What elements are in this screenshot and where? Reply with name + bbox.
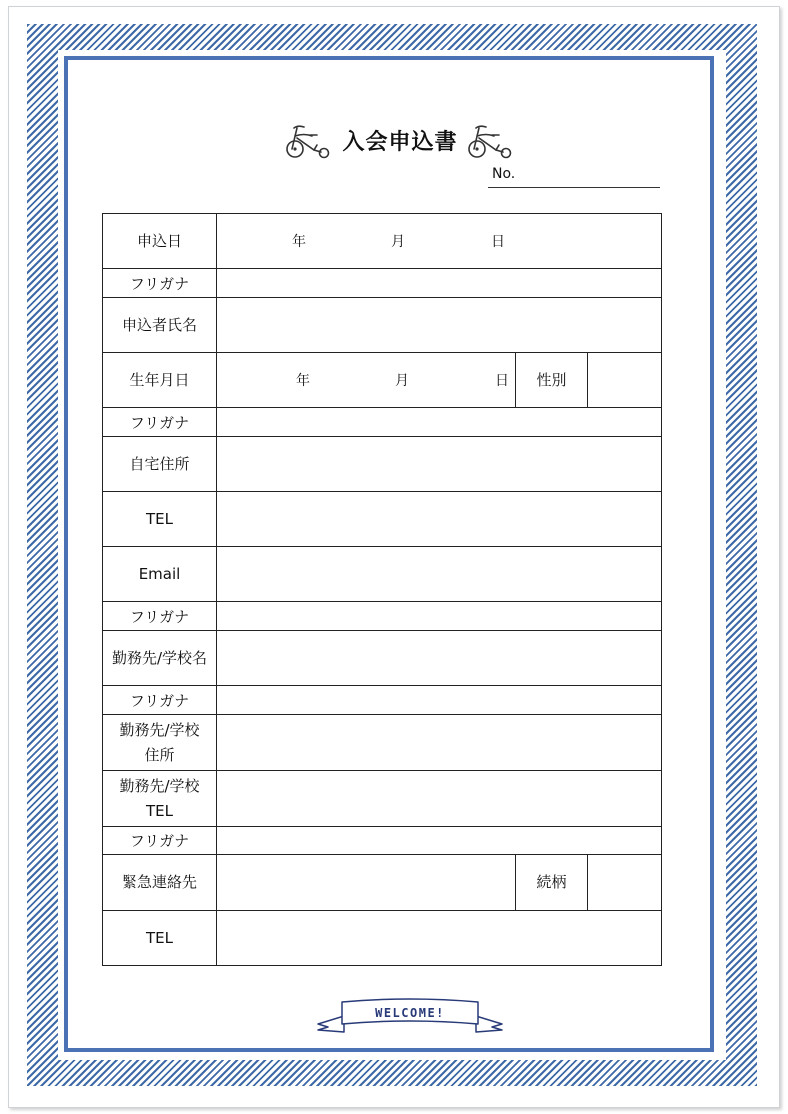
- emergency-contact-label: 緊急連絡先: [103, 855, 217, 911]
- address-furigana-field[interactable]: [217, 408, 662, 437]
- emergency-furigana-field[interactable]: [217, 827, 662, 855]
- emergency-tel-field[interactable]: [217, 911, 662, 966]
- workplace-tel-label-line1: 勤務先/学校: [119, 776, 200, 795]
- table-row: [103, 631, 662, 686]
- tricycle-icon: [284, 120, 334, 160]
- furigana-label: フリガナ: [103, 269, 217, 298]
- home-address-field[interactable]: [217, 437, 662, 492]
- gender-field[interactable]: [588, 353, 662, 408]
- table-row: [103, 602, 662, 631]
- year-label: 年: [296, 373, 310, 389]
- relationship-field[interactable]: [588, 855, 662, 911]
- tel-label: TEL: [103, 492, 217, 547]
- table-row: [103, 855, 662, 911]
- day-label: 日: [491, 234, 505, 250]
- welcome-banner: [314, 994, 506, 1042]
- table-row: [103, 214, 662, 269]
- table-row: [103, 492, 662, 547]
- table-row: [103, 686, 662, 715]
- table-row: [103, 547, 662, 602]
- page-title: 入会申込書: [342, 129, 458, 155]
- month-label: 月: [395, 373, 409, 389]
- birth-date-label: 生年月日: [103, 353, 217, 408]
- gender-label: 性別: [516, 353, 588, 408]
- table-row: [103, 353, 662, 408]
- applicant-name-label: 申込者氏名: [103, 298, 217, 353]
- table-row: [103, 715, 662, 771]
- workplace-furigana-field[interactable]: [217, 602, 662, 631]
- table-row: [103, 269, 662, 298]
- workplace-address-label-line2: 住所: [144, 745, 175, 764]
- home-address-label: 自宅住所: [103, 437, 217, 492]
- table-row: [103, 298, 662, 353]
- birth-date-field[interactable]: [217, 353, 516, 408]
- application-date-field[interactable]: [217, 214, 662, 269]
- workplace-name-field[interactable]: [217, 631, 662, 686]
- title-row: [270, 118, 530, 162]
- emergency-contact-field[interactable]: [217, 855, 516, 911]
- furigana-label: フリガナ: [103, 602, 217, 631]
- application-date-label: 申込日: [103, 214, 217, 269]
- workplace-tel-label: [103, 771, 217, 827]
- application-form-table: [102, 213, 662, 966]
- number-field[interactable]: [488, 166, 660, 188]
- tricycle-icon: [466, 120, 516, 160]
- workplace-address-furigana-field[interactable]: [217, 686, 662, 715]
- number-label: No.: [492, 166, 516, 182]
- furigana-label: フリガナ: [103, 408, 217, 437]
- year-label: 年: [292, 234, 306, 250]
- table-row: [103, 408, 662, 437]
- relationship-label: 続柄: [516, 855, 588, 911]
- workplace-address-label: [103, 715, 217, 771]
- day-label: 日: [495, 373, 509, 389]
- table-row: [103, 437, 662, 492]
- workplace-address-field[interactable]: [217, 715, 662, 771]
- emergency-tel-label: TEL: [103, 911, 217, 966]
- tel-field[interactable]: [217, 492, 662, 547]
- workplace-tel-label-line2: TEL: [146, 801, 173, 820]
- furigana-label: フリガナ: [103, 827, 217, 855]
- table-row: [103, 827, 662, 855]
- month-label: 月: [391, 234, 405, 250]
- furigana-label: フリガナ: [103, 686, 217, 715]
- workplace-tel-field[interactable]: [217, 771, 662, 827]
- workplace-name-label: 勤務先/学校名: [103, 631, 217, 686]
- banner-text: WELCOME!: [375, 1006, 445, 1020]
- workplace-address-label-line1: 勤務先/学校: [119, 720, 200, 739]
- email-label: Email: [103, 547, 217, 602]
- table-row: [103, 911, 662, 966]
- applicant-furigana-field[interactable]: [217, 269, 662, 298]
- email-field[interactable]: [217, 547, 662, 602]
- applicant-name-field[interactable]: [217, 298, 662, 353]
- table-row: [103, 771, 662, 827]
